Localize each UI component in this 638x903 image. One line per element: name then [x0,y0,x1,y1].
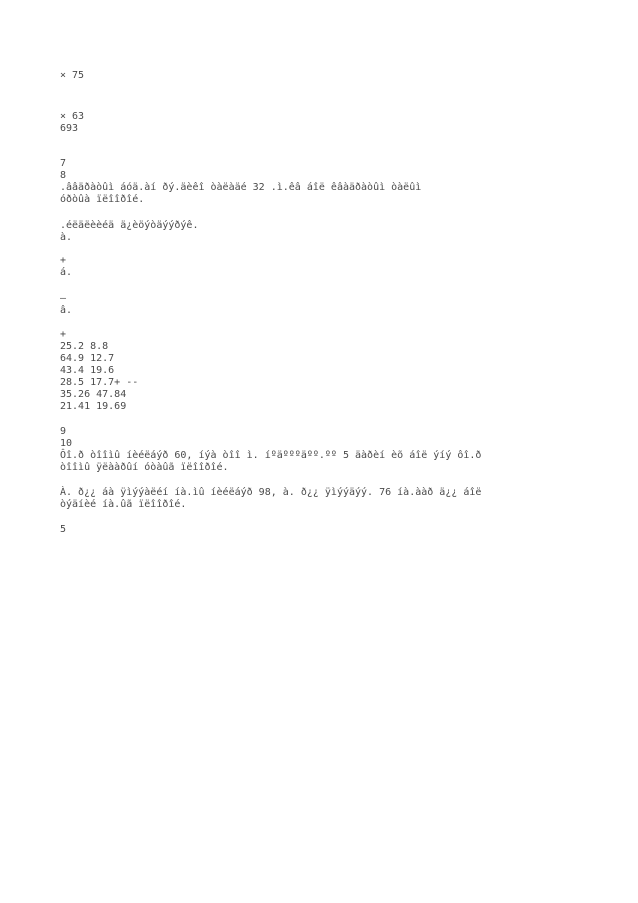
text-line-18: 28.5 17.7+ -- [60,377,139,388]
text-line-22: 10 [60,438,73,449]
text-line-15: 25.2 8.8 [60,341,109,352]
text-line-23: Ôî.ð òîîìû íèéëáýð 60, íýà òîî ì. íºäºººäºº.ºº 5 äàðèí èõ áîë ýíý ôî.ð [60,450,482,461]
text-line-17: 43.4 19.6 [60,365,115,376]
text-line-5: 8 [60,170,67,181]
text-line-11: á. [60,267,73,278]
text-line-13: â. [60,305,73,316]
text-line-1: × 75 [60,70,85,81]
text-line-20: 21.41 19.69 [60,401,127,412]
text-line-6: .ââäðàòûì áóä.àí ðý.äèêî òàëàäé 32 .ì.êâ áîë êâàäðàòûì òàëûì [60,182,422,193]
text-line-8: .éëäëèèéä ä¿èöýòäýýðýê. [60,220,199,231]
text-line-9: à. [60,232,73,243]
text-line-3: 693 [60,123,79,134]
text-line-21: 9 [60,426,67,437]
text-line-2: × 63 [60,111,85,122]
text-line-7: óðòûà ïëîîðîé. [60,194,145,205]
text-line-10: + [60,255,67,266]
text-line-25: À. ð¿¿ áà ÿìýýàëéí íà.ìû íèéëáýð 98, à. ð¿¿ ÿìýýäýý. 76 íà.ààð ä¿¿ áîë [60,487,482,498]
text-line-16: 64.9 12.7 [60,353,115,364]
text-line-12: – [60,293,67,304]
text-line-26: òýäíèé íà.ûã ïëîîðîé. [60,499,187,510]
text-line-14: + [60,329,67,340]
text-line-27: 5 [60,524,67,535]
text-line-19: 35.26 47.84 [60,389,127,400]
text-line-24: òîîìû ÿëààðûí óòàûã ïëîîðîé. [60,462,229,473]
text-line-4: 7 [60,158,67,169]
